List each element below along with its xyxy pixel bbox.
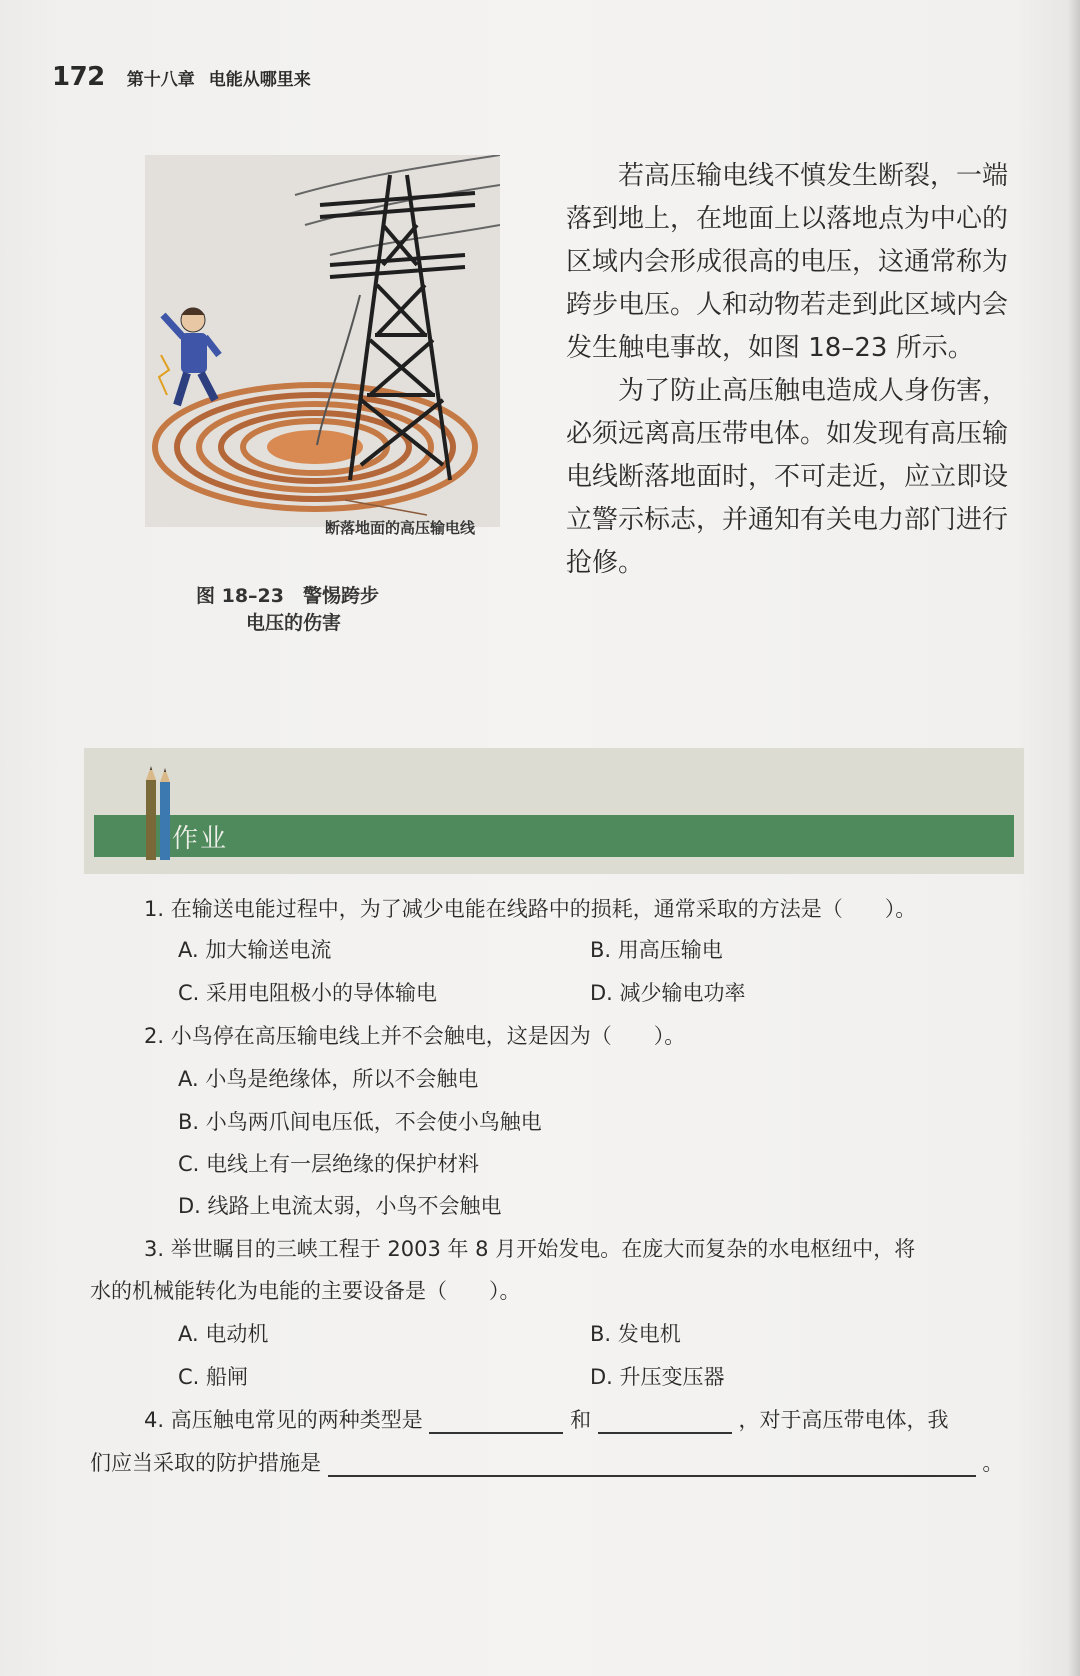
figure-caption-line1: 图 18–23 警惕跨步 xyxy=(196,585,379,607)
q4-blank-1[interactable] xyxy=(429,1410,563,1434)
q2-option-d: D. 线路上电流太弱，小鸟不会触电 xyxy=(178,1194,502,1218)
figure-caption xyxy=(196,583,379,637)
q1-option-c: C. 采用电阻极小的导体输电 xyxy=(178,981,438,1005)
q2-option-b: B. 小鸟两爪间电压低，不会使小鸟触电 xyxy=(178,1110,542,1134)
q2-option-a: A. 小鸟是绝缘体，所以不会触电 xyxy=(178,1067,479,1091)
q3-option-d: D. 升压变压器 xyxy=(590,1365,725,1389)
homework-title: 作业 xyxy=(172,824,229,854)
question-4-line2 xyxy=(90,1447,1003,1477)
q4-part1: 4. 高压触电常见的两种类型是 xyxy=(144,1408,423,1432)
body-text xyxy=(566,155,1016,585)
page-edge-shadow xyxy=(1068,0,1080,1676)
q4-blank-3[interactable] xyxy=(328,1453,976,1477)
paragraph-step-voltage: 若高压输电线不慎发生断裂，一端落到地上，在地面上以落地点为中心的区域内会形成很高的电压，这通常称为跨步电压。人和动物若走到此区域内会发生触电事故，如图 18–23 所示。 xyxy=(566,161,1009,363)
q4-part3: ，对于高压带电体，我 xyxy=(738,1408,949,1432)
figure-caption-line2: 电压的伤害 xyxy=(246,612,342,634)
q4-blank-2[interactable] xyxy=(598,1410,732,1434)
homework-banner-bar xyxy=(94,815,1014,857)
figure-18-23 xyxy=(145,155,500,527)
question-3-line2: 水的机械能转化为电能的主要设备是（ ）。 xyxy=(90,1279,521,1303)
question-2: 2. 小鸟停在高压输电线上并不会触电，这是因为（ ）。 xyxy=(144,1024,686,1048)
step-voltage-illustration xyxy=(145,155,500,527)
q4-line2-text: 们应当采取的防护措施是 xyxy=(90,1451,321,1475)
q3-option-c: C. 船闸 xyxy=(178,1365,249,1389)
question-3-line1: 3. 举世瞩目的三峡工程于 2003 年 8 月开始发电。在庞大而复杂的水电枢纽中，将 xyxy=(144,1237,916,1261)
q1-option-a: A. 加大输送电流 xyxy=(178,938,332,962)
q4-end: 。 xyxy=(982,1451,1004,1475)
q2-option-c: C. 电线上有一层绝缘的保护材料 xyxy=(178,1152,480,1176)
q3-option-b: B. 发电机 xyxy=(590,1322,681,1346)
chapter-label: 第十八章 xyxy=(126,70,195,90)
page-number: 172 xyxy=(52,62,105,92)
page-header xyxy=(52,62,311,92)
ground-center xyxy=(267,430,363,464)
q1-option-b: B. 用高压输电 xyxy=(590,938,723,962)
question-4-line1 xyxy=(144,1404,948,1434)
chapter-title: 电能从哪里来 xyxy=(208,70,311,90)
question-1: 1. 在输送电能过程中，为了减少电能在线路中的损耗，通常采取的方法是（ ）。 xyxy=(144,897,917,921)
q3-option-a: A. 电动机 xyxy=(178,1322,269,1346)
paragraph-safety: 为了防止高压触电造成人身伤害，必须远离高压带电体。如发现有高压输电线断落地面时，不可走近，应立即设立警示标志，并通知有关电力部门进行抢修。 xyxy=(566,376,1009,578)
figure-inner-label: 断落地面的高压输电线 xyxy=(325,519,476,537)
q4-part2: 和 xyxy=(570,1408,592,1432)
q1-option-d: D. 减少输电功率 xyxy=(590,981,746,1005)
